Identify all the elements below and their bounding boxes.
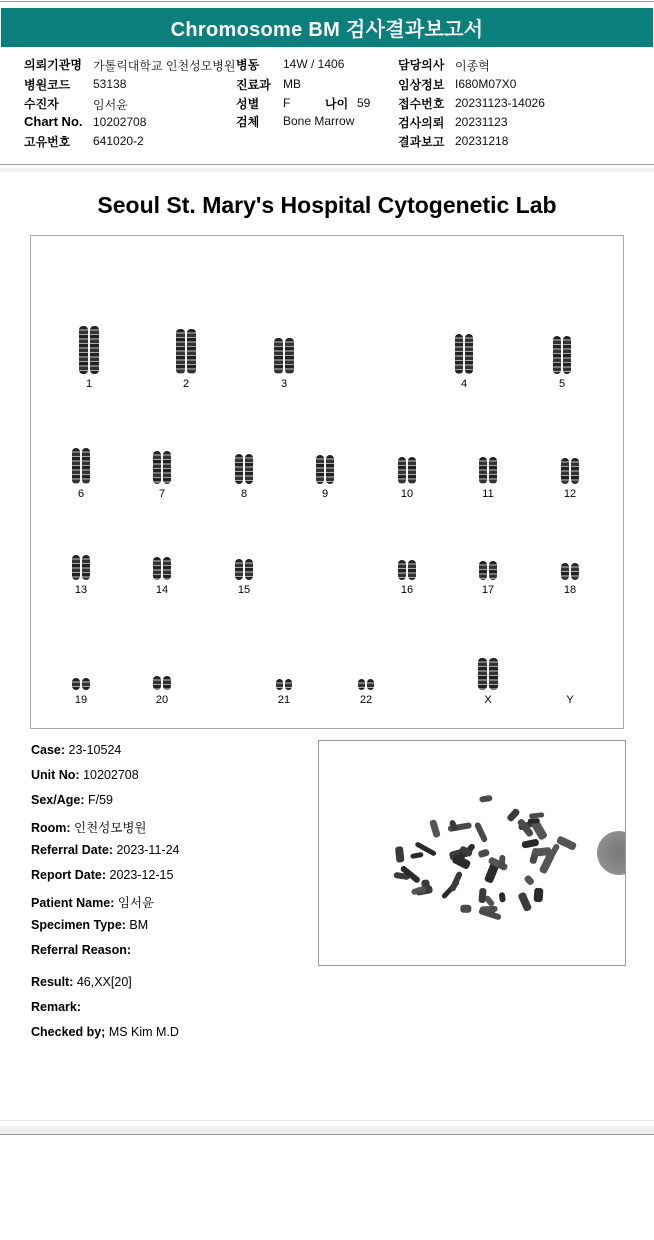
receipt-label: 접수번호 bbox=[398, 97, 445, 111]
detail-label: Checked by; bbox=[31, 1025, 106, 1039]
chromosome-18 bbox=[571, 563, 579, 580]
detail-value: 10202708 bbox=[79, 768, 139, 782]
chromosome-10 bbox=[398, 457, 406, 484]
chromosome-label-13: 13 bbox=[74, 584, 88, 596]
detail-label: Patient Name: bbox=[31, 896, 115, 910]
chromosome-14 bbox=[163, 557, 171, 580]
chromosome-21 bbox=[276, 679, 283, 690]
chromosome-label-6: 6 bbox=[77, 488, 85, 500]
chromosome-label-10: 10 bbox=[400, 488, 414, 500]
detail-row bbox=[31, 793, 113, 807]
chromosome-blob bbox=[478, 848, 491, 858]
detail-label: Referral Date: bbox=[31, 843, 113, 857]
detail-label: Remark: bbox=[31, 1000, 82, 1014]
doctor-label: 담당의사 bbox=[398, 58, 445, 72]
detail-row bbox=[31, 1000, 81, 1014]
sex-label: 성별 bbox=[236, 97, 260, 111]
chromosome-16 bbox=[398, 560, 406, 580]
ward-value: 14W / 1406 bbox=[283, 57, 345, 71]
chromosome-label-4: 4 bbox=[460, 378, 468, 390]
chromosome-7 bbox=[153, 451, 161, 484]
chromosome-9 bbox=[326, 455, 334, 484]
chromosome-4 bbox=[455, 334, 463, 374]
request-value: 20231123 bbox=[455, 115, 508, 129]
chromosome-5 bbox=[563, 336, 571, 374]
chromosome-label-1: 1 bbox=[85, 378, 93, 390]
chromosome-label-y: Y bbox=[566, 694, 574, 706]
detail-value: 46,XX[20] bbox=[73, 975, 132, 989]
chromosome-22 bbox=[358, 679, 365, 690]
hospital-code-label: 병원코드 bbox=[24, 78, 71, 92]
chromosome-blob bbox=[395, 846, 404, 863]
detail-label: Referral Reason: bbox=[31, 943, 132, 957]
unique-value: 641020-2 bbox=[93, 134, 144, 148]
chromosome-label-12: 12 bbox=[563, 488, 577, 500]
chromosome-blob bbox=[461, 905, 472, 913]
chromosome-17 bbox=[479, 561, 487, 580]
chromosome-21 bbox=[285, 679, 292, 690]
detail-row bbox=[31, 818, 147, 836]
hospital-code-value: 53138 bbox=[93, 77, 127, 91]
chromosome-label-8: 8 bbox=[240, 488, 248, 500]
detail-value: F/59 bbox=[84, 793, 113, 807]
doctor-value: 이종혁 bbox=[455, 59, 490, 73]
age-value: 59 bbox=[357, 96, 371, 110]
detail-label: Case: bbox=[31, 743, 66, 757]
detail-row bbox=[31, 843, 179, 857]
chart-label: Chart No. bbox=[24, 114, 83, 129]
chromosome-blob bbox=[473, 822, 487, 843]
chromosome-1 bbox=[79, 326, 88, 374]
chromosome-6 bbox=[72, 448, 80, 484]
chromosome-label-7: 7 bbox=[158, 488, 166, 500]
detail-label: Report Date: bbox=[31, 868, 107, 882]
chromosome-4 bbox=[465, 334, 473, 374]
footer-band bbox=[0, 1126, 654, 1134]
chromosome-19 bbox=[72, 678, 80, 690]
chromosome-6 bbox=[82, 448, 90, 484]
divider-band bbox=[0, 168, 654, 172]
chromosome-1 bbox=[90, 326, 99, 374]
specimen-label: 검체 bbox=[236, 115, 260, 129]
detail-row bbox=[31, 868, 173, 882]
chromosome-blob bbox=[449, 871, 463, 893]
chromosome-2 bbox=[187, 329, 196, 374]
divider bbox=[0, 164, 654, 165]
specimen-value: Bone Marrow bbox=[283, 114, 355, 128]
chromosome-blob bbox=[498, 854, 505, 869]
chromosome-label-20: 20 bbox=[155, 694, 169, 706]
footer-border bbox=[0, 1134, 654, 1135]
chromosome-label-18: 18 bbox=[563, 584, 577, 596]
chromosome-16 bbox=[408, 560, 416, 580]
detail-row bbox=[31, 975, 132, 989]
clinical-label: 임상정보 bbox=[398, 78, 445, 92]
detail-value: 2023-12-15 bbox=[106, 868, 174, 882]
detail-row bbox=[31, 1025, 179, 1039]
unique-label: 고유번호 bbox=[24, 135, 71, 149]
chromosome-label-17: 17 bbox=[481, 584, 495, 596]
chromosome-label-x: X bbox=[484, 694, 492, 706]
detail-value: BM bbox=[125, 918, 149, 932]
detail-row bbox=[31, 768, 139, 782]
chromosome-11 bbox=[489, 457, 497, 484]
chromosome-3 bbox=[285, 338, 294, 374]
detail-value: 2023-11-24 bbox=[112, 843, 180, 857]
nucleus bbox=[597, 831, 626, 875]
chromosome-7 bbox=[163, 451, 171, 484]
chromosome-14 bbox=[153, 557, 161, 580]
chromosome-x bbox=[489, 658, 498, 690]
detail-label: Specimen Type: bbox=[31, 918, 126, 932]
chromosome-blob bbox=[409, 852, 423, 860]
detail-label: Room: bbox=[31, 821, 71, 835]
detail-label: Unit No: bbox=[31, 768, 80, 782]
dept-label: 진료과 bbox=[236, 78, 271, 92]
detail-label: Sex/Age: bbox=[31, 793, 85, 807]
chart-value: 10202708 bbox=[93, 115, 147, 129]
detail-value: 인천성모병원 bbox=[70, 821, 147, 835]
chromosome-12 bbox=[561, 458, 569, 484]
chromosome-18 bbox=[561, 563, 569, 580]
detail-value: 임서윤 bbox=[114, 896, 155, 910]
chromosome-blob bbox=[523, 874, 535, 886]
request-label: 검사의뢰 bbox=[398, 116, 445, 130]
chromosome-2 bbox=[176, 329, 185, 374]
report-title: Chromosome BM 검사결과보고서 bbox=[1, 8, 653, 47]
report-date-label: 결과보고 bbox=[398, 135, 445, 149]
chromosome-13 bbox=[82, 555, 90, 580]
chromosome-20 bbox=[153, 676, 161, 690]
chromosome-label-14: 14 bbox=[155, 584, 169, 596]
detail-row bbox=[31, 918, 148, 932]
chromosome-22 bbox=[367, 679, 374, 690]
detail-value: 23-10524 bbox=[65, 743, 122, 757]
chromosome-x bbox=[478, 658, 487, 690]
chromosome-blob bbox=[534, 888, 544, 902]
sex-value: F bbox=[283, 96, 291, 110]
chromosome-15 bbox=[235, 559, 243, 580]
ward-label: 병동 bbox=[236, 58, 260, 72]
chromosome-label-3: 3 bbox=[280, 378, 288, 390]
chromosome-label-15: 15 bbox=[237, 584, 251, 596]
chromosome-blob bbox=[479, 795, 493, 803]
chromosome-blob bbox=[517, 891, 532, 912]
detail-label: Result: bbox=[31, 975, 74, 989]
receipt-value: 20231123-14026 bbox=[455, 96, 545, 110]
chromosome-15 bbox=[245, 559, 253, 580]
chromosome-label-5: 5 bbox=[558, 378, 566, 390]
report-date-value: 20231218 bbox=[455, 134, 509, 148]
detail-value: MS Kim M.D bbox=[105, 1025, 179, 1039]
metaphase-image bbox=[318, 740, 626, 966]
chromosome-9 bbox=[316, 455, 324, 484]
chromosome-label-11: 11 bbox=[482, 488, 494, 500]
patient-label: 수진자 bbox=[24, 97, 59, 111]
detail-row bbox=[31, 893, 154, 911]
chromosome-label-21: 21 bbox=[277, 694, 291, 706]
chromosome-20 bbox=[163, 676, 171, 690]
dept-value: MB bbox=[283, 77, 301, 91]
chromosome-blob bbox=[498, 892, 506, 903]
chromosome-17 bbox=[489, 561, 497, 580]
chromosome-label-16: 16 bbox=[400, 584, 414, 596]
age-label: 나이 bbox=[325, 97, 349, 111]
chromosome-8 bbox=[245, 454, 253, 484]
chromosome-blob bbox=[430, 819, 441, 838]
chromosome-8 bbox=[235, 454, 243, 484]
chromosome-label-19: 19 bbox=[74, 694, 88, 706]
top-border bbox=[0, 1, 654, 2]
chromosome-10 bbox=[408, 457, 416, 484]
chromosome-label-9: 9 bbox=[321, 488, 329, 500]
detail-row bbox=[31, 743, 121, 757]
chromosome-19 bbox=[82, 678, 90, 690]
detail-row bbox=[31, 943, 131, 957]
chromosome-label-2: 2 bbox=[182, 378, 190, 390]
lab-title: Seoul St. Mary's Hospital Cytogenetic Lab bbox=[97, 192, 557, 218]
chromosome-11 bbox=[479, 457, 487, 484]
chromosome-label-22: 22 bbox=[359, 694, 373, 706]
patient-value: 임서윤 bbox=[93, 98, 128, 112]
institution-label: 의뢰기관명 bbox=[24, 58, 82, 72]
chromosome-3 bbox=[274, 338, 283, 374]
clinical-value: I680M07X0 bbox=[455, 77, 517, 91]
institution-value: 가톨릭대학교 인천성모병원 bbox=[93, 59, 235, 73]
chromosome-blob bbox=[478, 888, 486, 903]
karyogram bbox=[30, 235, 624, 729]
chromosome-5 bbox=[553, 336, 561, 374]
footer-divider bbox=[0, 1120, 654, 1121]
chromosome-13 bbox=[72, 555, 80, 580]
chromosome-12 bbox=[571, 458, 579, 484]
